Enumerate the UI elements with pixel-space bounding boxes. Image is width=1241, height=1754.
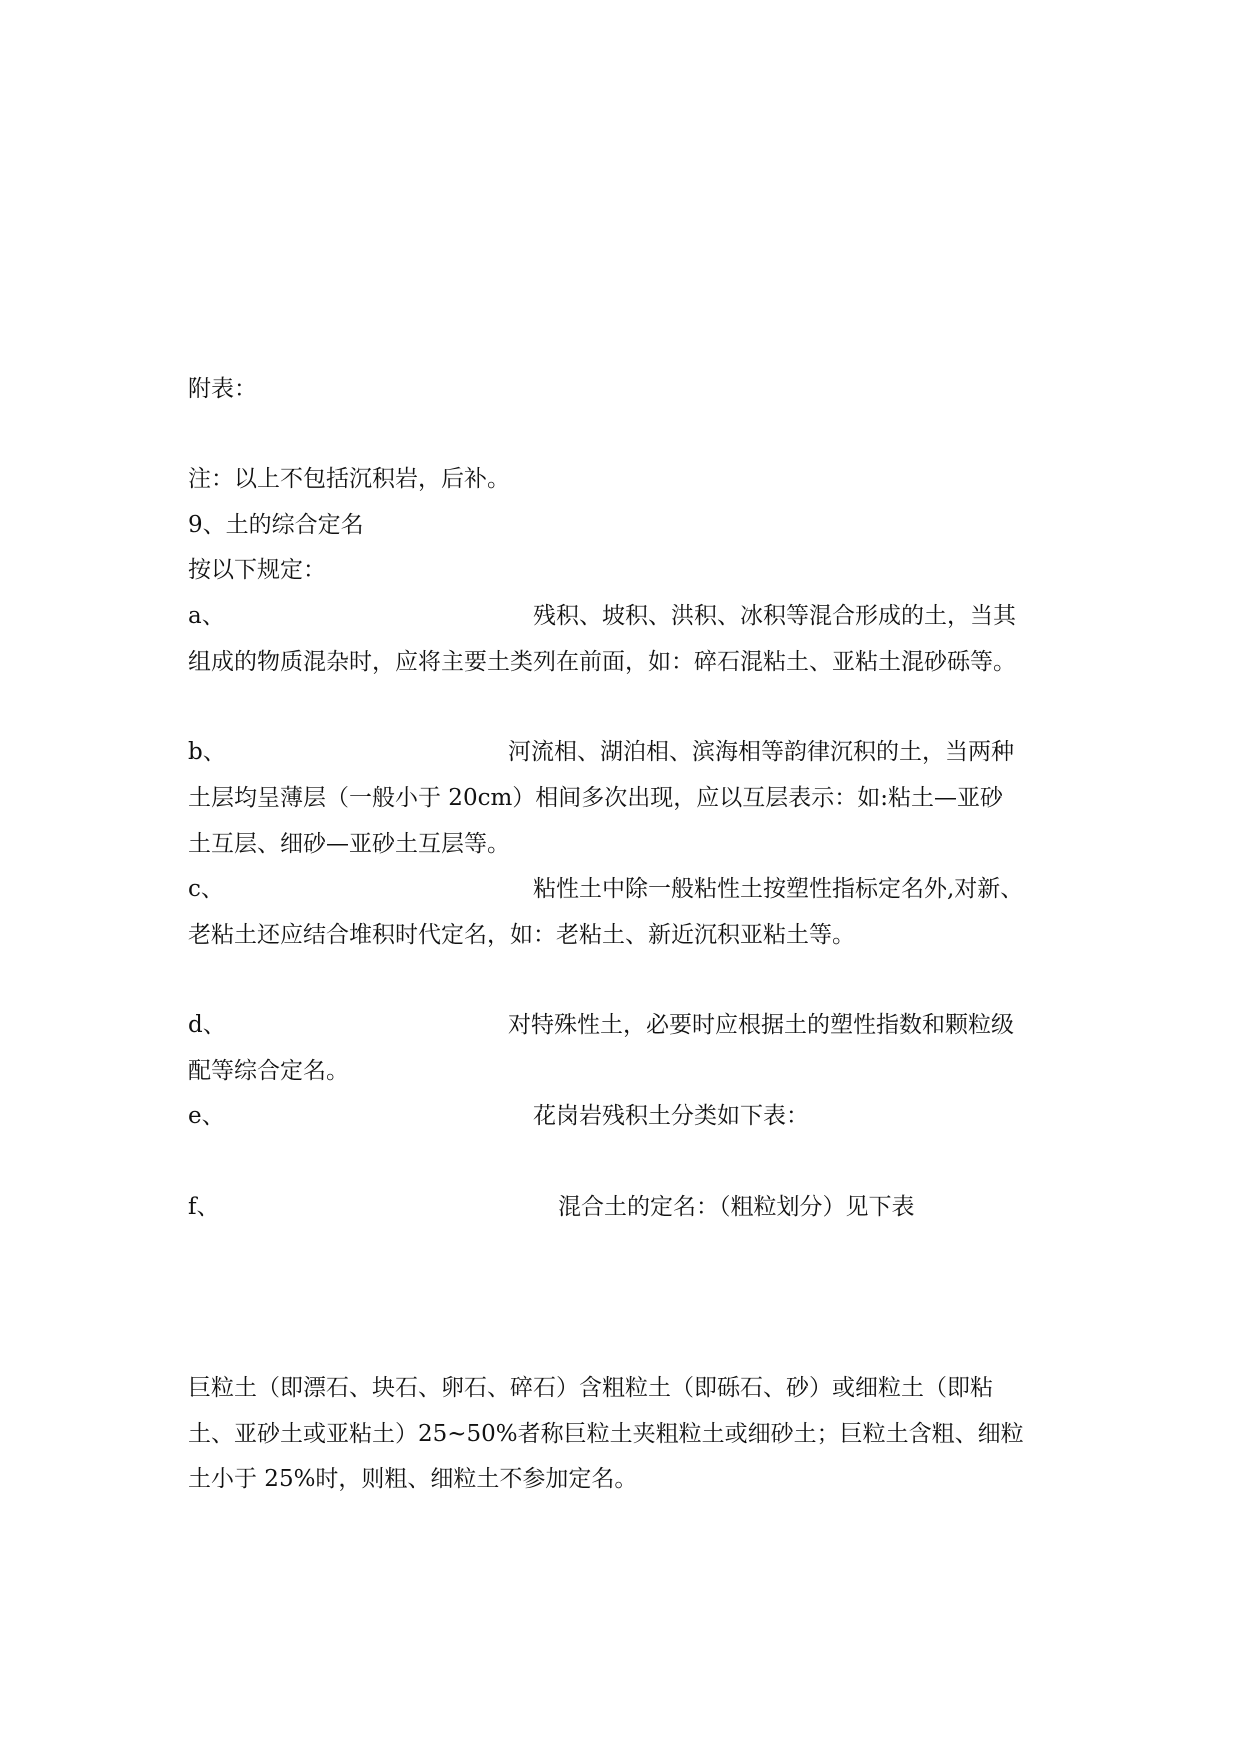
item-text-continuation: 配等综合定名。 [188, 1058, 349, 1084]
item-text-continuation: 老粘土还应结合堆积时代定名，如：老粘土、新近沉积亚粘土等。 [188, 922, 855, 948]
item-text-continuation: 土层均呈薄层（一般小于 20cm）相间多次出现，应以互层表示：如:粘土—亚砂 [188, 785, 1004, 811]
item-text-continuation: 土互层、细砂—亚砂土互层等。 [188, 831, 510, 857]
item-text-continuation: 组成的物质混杂时，应将主要土类列在前面，如：碎石混粘土、亚粘土混砂砾等。 [188, 649, 1016, 675]
appendix-label: 附表： [188, 376, 257, 402]
item-marker: e、 [188, 1103, 225, 1129]
item-text: 混合土的定名：（粗粒划分）见下表 [558, 1194, 915, 1220]
note-text: 注：以上不包括沉积岩，后补。 [188, 466, 510, 492]
item-marker: f、 [188, 1194, 220, 1220]
item-marker: d、 [188, 1012, 226, 1038]
intro-text: 按以下规定： [188, 557, 326, 583]
item-marker: c、 [188, 876, 224, 902]
paragraph-line: 巨粒土（即漂石、块石、卵石、碎石）含粗粒土（即砾石、砂）或细粒土（即粘 [188, 1375, 993, 1401]
item-text: 粘性土中除一般粘性土按塑性指标定名外,对新、 [533, 876, 1024, 902]
item-text: 残积、坡积、洪积、冰积等混合形成的土，当其 [533, 603, 1016, 629]
item-text: 花岗岩残积土分类如下表： [533, 1103, 809, 1129]
paragraph-line: 土、亚砂土或亚粘土）25~50%者称巨粒土夹粗粒土或细砂土；巨粒土含粗、细粒 [188, 1421, 1024, 1447]
section-title: 9、土的综合定名 [188, 512, 364, 538]
item-text: 河流相、湖泊相、滨海相等韵律沉积的土，当两种 [508, 739, 1014, 765]
item-marker: a、 [188, 603, 225, 629]
item-text: 对特殊性土，必要时应根据土的塑性指数和颗粒级 [508, 1012, 1014, 1038]
item-marker: b、 [188, 739, 226, 765]
paragraph-line: 土小于 25%时，则粗、细粒土不参加定名。 [188, 1466, 638, 1492]
